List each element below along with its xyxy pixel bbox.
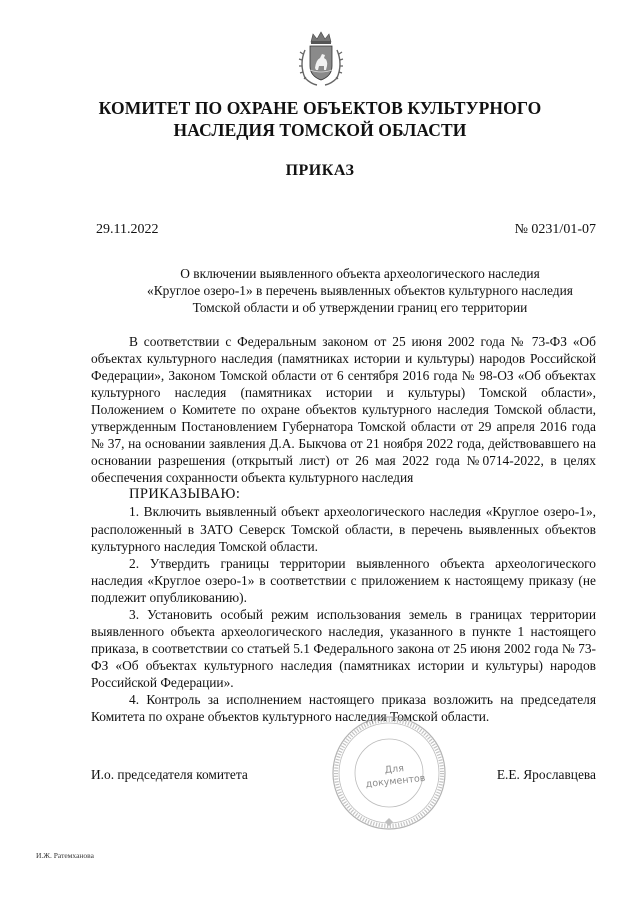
stamp-line-1: Для xyxy=(384,763,405,777)
document-number: № 0231/01-07 xyxy=(514,222,596,237)
document-type: ПРИКАЗ xyxy=(285,162,355,179)
subject-line-3: Томской области и об утверждении границ его территории xyxy=(192,300,528,315)
order-item-3: 3. Установить особый режим использования земель в границах территории выявленного объекта археологического наследия, указанного в пункте 1 настоящего приказа, в соответствии со статьей 5.1 Федерального закона от 25 июня 2002 года № 73-ФЗ «Об объектах культурного наследия (памятниках истории и культуры) народов Российской Федерации». xyxy=(91,606,596,690)
signer-title: И.о. председателя комитета xyxy=(91,767,248,782)
committee-line-1: КОМИТЕТ ПО ОХРАНЕ ОБЪЕКТОВ КУЛЬТУРНОГО xyxy=(98,98,542,118)
document-date: 29.11.2022 xyxy=(96,222,159,237)
document-subject xyxy=(120,265,600,316)
order-item-2: 2. Утвердить границы территории выявленного объекта археологического наследия «Круглое озеро-1» в соответствии с приложением к настоящему приказу (не подлежит опубликованию). xyxy=(91,555,596,605)
preamble-paragraph: В соответствии с Федеральным законом от 25 июня 2002 года № 73-ФЗ «Об объектах культурного наследия (памятниках истории и культуры) народов Российской Федерации», Законом Томской области от 6 сентября 2016 года № 98-ОЗ «Об объектах культурного наследия (памятниках истории и культуры) Томской области», Положением о Комитете по охране объектов культурного наследия Томской области, утвержденным Постановлением Губернатора Томской области от 29 апреля 2016 года № 37, на основании заявления Д.А. Быкчова от 21 ноября 2022 года, действовавшего на основании разрешения (открытый лист) от 26 мая 2022 года №0714-2022, в целях обеспечения сохранности объекта культурного наследия xyxy=(91,334,596,486)
subject-line-2: «Круглое озеро-1» в перечень выявленных объектов культурного наследия xyxy=(147,283,573,298)
order-keyword: ПРИКАЗЫВАЮ: xyxy=(129,486,241,503)
stamp-line-2: документов xyxy=(365,772,426,791)
executor-name: И.Ж. Ратемханова xyxy=(36,851,94,860)
signer-name: Е.Е. Ярославцева xyxy=(496,767,596,782)
document-body xyxy=(91,333,596,725)
committee-name xyxy=(90,97,550,141)
subject-line-1: О включении выявленного объекта археологического наследия xyxy=(180,266,540,281)
order-item-1: 1. Включить выявленный объект археологического наследия «Круглое озеро-1», расположенный в ЗАТО Северск Томской области, в перечень выявленных объектов культурного наследия Томской области. xyxy=(91,504,596,554)
committee-line-2: НАСЛЕДИЯ ТОМСКОЙ ОБЛАСТИ xyxy=(173,120,467,140)
coat-of-arms-icon xyxy=(297,30,345,88)
order-item-4: 4. Контроль за исполнением настоящего приказа возложить на председателя Комитета по охране объектов культурного наследия Томской области. xyxy=(91,691,596,725)
